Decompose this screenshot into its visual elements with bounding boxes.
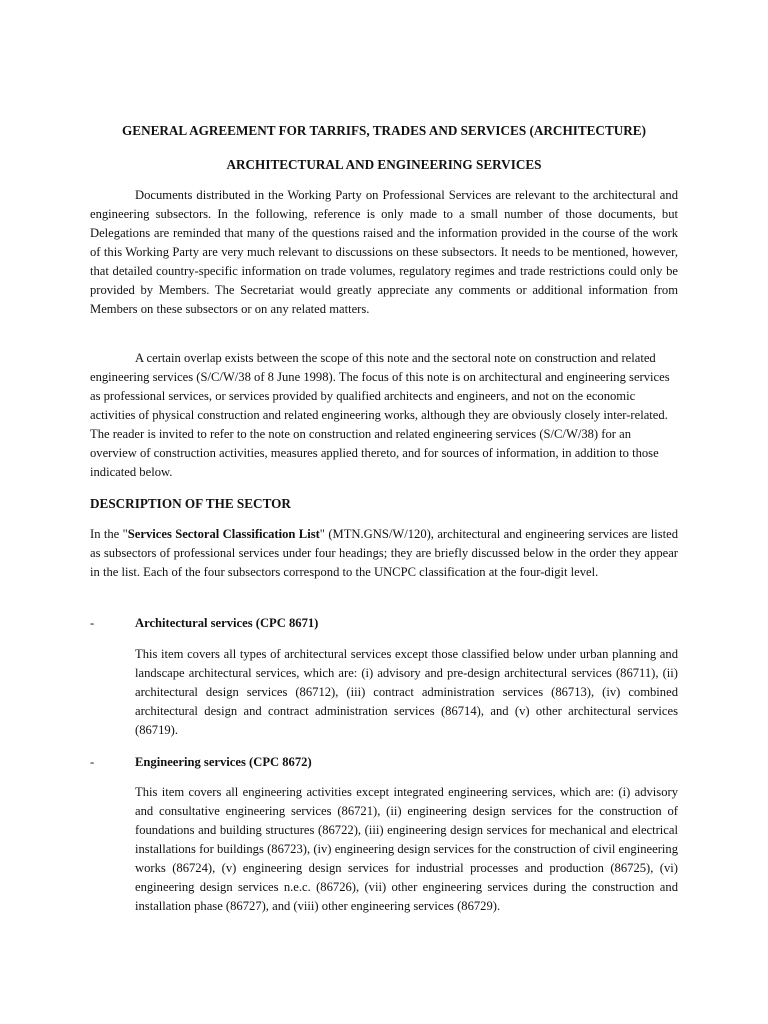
classification-paragraph bbox=[90, 525, 678, 582]
architectural-services-description: This item covers all types of architectural services except those classified below under urban planning and landscape architectural services, which are: (i) advisory and pre-design architectural services (86711), (ii) architectural design services (86712), (iii) contract administration services (86713), (iv) combined architectural design and contract administration services (86714), and (v) other architectural services (86719). bbox=[135, 647, 678, 737]
document-subtitle: ARCHITECTURAL AND ENGINEERING SERVICES bbox=[226, 157, 542, 172]
engineering-services-description: This item covers all engineering activities except integrated engineering services, which are: (i) advisory and consultative engineering services (86721), (ii) engineering design services for the construction of foundations and building structures (86722), (iii) engineering design services for mechanical and electrical installations for buildings (86723), (iv) engineering design services for the construction of civil engineering works (86724), (v) engineering design services for industrial processes and production (86725), (vi) engineering design services n.e.c. (86726), (vii) other engineering services during the construction and installation phase (86727), and (viii) other engineering services (86729). bbox=[135, 785, 678, 913]
classification-suffix: " (MTN.GNS/W/120), architectural and engineering services are listed as subsectors of professional services under four headings; they are briefly discussed below in the order they appear in the list. Each of the four subsectors correspond to the UNCPC classification at the four-digit level. bbox=[90, 527, 678, 579]
engineering-services-heading: Engineering services (CPC 8672) bbox=[135, 755, 312, 769]
list-item-dash: - bbox=[90, 616, 95, 630]
classification-prefix: In the " bbox=[90, 527, 128, 541]
section-heading: DESCRIPTION OF THE SECTOR bbox=[90, 496, 291, 511]
architectural-services-heading: Architectural services (CPC 8671) bbox=[135, 616, 319, 630]
intro-paragraph-1: Documents distributed in the Working Party on Professional Services are relevant to the architectural and engineering subsectors. In the following, reference is only made to a small number of those documents, but Delegations are reminded that many of the questions raised and the information provided in the course of the work of this Working Party are very much relevant to discussions on these subsectors. It needs to be mentioned, however, that detailed country-specific information on trade volumes, regulatory regimes and trade restrictions could only be provided by Members. The Secretariat would greatly appreciate any comments or additional information from Members on these subsectors or on any related matters. bbox=[90, 188, 678, 316]
list-item-dash: - bbox=[90, 755, 95, 769]
document-title: GENERAL AGREEMENT FOR TARRIFS, TRADES AND SERVICES (ARCHITECTURE) bbox=[122, 123, 646, 138]
classification-list-name: Services Sectoral Classification List bbox=[127, 527, 320, 541]
intro-paragraph-2: A certain overlap exists between the scope of this note and the sectoral note on construction and related engineering services (S/C/W/38 of 8 June 1998). The focus of this note is on architectural and engineering services as professional services, or services provided by qualified architects and engineers, and not on the economic activities of physical construction and related engineering works, although they are obviously closely inter-related. The reader is invited to refer to the note on construction and related engineering services (S/C/W/38) for an overview of construction activities, measures applied thereto, and for sources of information, in addition to those indicated below. bbox=[90, 351, 670, 479]
